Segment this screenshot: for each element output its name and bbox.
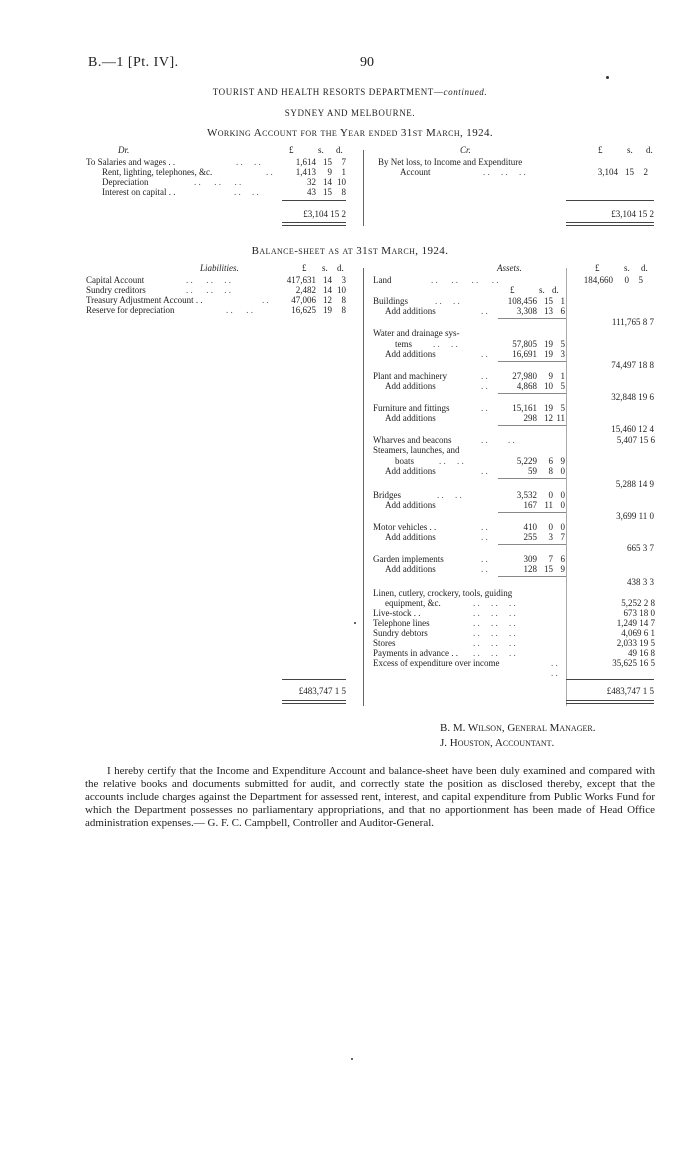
asset-steamers-total: 5,288 14 9 [615, 479, 654, 489]
asset-motor-add-row: Add additions . . 255 3 7 [385, 532, 565, 542]
wa-col-pound: £ [289, 145, 294, 155]
bs-liab-rule [282, 679, 346, 680]
signature-accountant: J. Houston, Accountant. [440, 737, 555, 749]
liability-row: Sundry creditors . . . . . . 2,482 14 10 [86, 285, 346, 295]
liability-row: Reserve for depreciation . . . . 16,625 19 8 [86, 305, 346, 315]
signature-manager: B. M. Wilson, General Manager. [440, 722, 596, 734]
assets-label: Assets. [497, 263, 522, 273]
wa-cr-double-rule [566, 222, 654, 226]
wa-dr-row: Interest on capital . . . . . . 43 15 8 [102, 187, 346, 197]
stray-mark [606, 76, 609, 79]
balance-sheet-title: Balance-sheet as at 31st March, 1924. [251, 245, 449, 257]
bs-col-pence: d. [337, 263, 344, 273]
stray-mark [354, 622, 356, 624]
wa-dr-row: To Salaries and wages . . . . . . 1,614 15 7 [86, 157, 346, 167]
wa-dr-row: Depreciation . . . . . . 32 14 10 [102, 177, 346, 187]
asset-steamers-row: boats . . . . 5,229 6 9 [395, 456, 565, 466]
asset-furniture-add-row: Add additions 298 12 11 [385, 413, 565, 423]
wa-dr-label: To Salaries and wages . . [86, 157, 176, 167]
asset-motor-row: Motor vehicles . . . . 410 0 0 [373, 522, 565, 532]
assets-subcol-pound: £ [510, 285, 515, 295]
bs-divider [363, 268, 364, 706]
wa-col-pound-cr: £ [598, 145, 603, 155]
wa-cr-rule [566, 200, 654, 201]
asset-buildings-total: 111,765 8 7 [611, 317, 654, 327]
asset-other-row: Live-stock . . . . . . . . 673 18 0 [373, 608, 655, 618]
wa-dr-label: Interest on capital . . [102, 187, 176, 197]
sub-rule [498, 318, 566, 319]
wa-cr-row: Account . . . . . . 3,104 15 2 [400, 167, 648, 177]
bs-assets-double-rule [566, 700, 654, 704]
asset-water-line1: Water and drainage sys- [373, 328, 460, 338]
sub-rule [498, 393, 566, 394]
working-account-title: Working Account for the Year ended 31st March, 1924. [206, 127, 494, 139]
assets-subcol-pence: d. [552, 285, 559, 295]
sub-rule [498, 478, 566, 479]
asset-motor-total: 665 3 7 [627, 543, 654, 553]
sub-rule [498, 512, 566, 513]
asset-water-total: 74,497 18 8 [611, 360, 654, 370]
asset-other-row: Stores . . . . . . 2,033 19 5 [373, 638, 655, 648]
sub-rule [498, 544, 566, 545]
wa-dr-row: Rent, lighting, telephones, &c. . . 1,413 9 1 [102, 167, 346, 177]
bs-liab-total: £483,747 1 5 [298, 686, 346, 696]
asset-bridges-add-row: Add additions 167 11 0 [385, 500, 565, 510]
asset-bridges-total: 3,699 11 0 [616, 511, 654, 521]
wa-col-pence-cr: d. [646, 145, 653, 155]
stray-mark [351, 1058, 353, 1060]
page-number: 90 [360, 55, 374, 70]
department-title-main: TOURIST AND HEALTH RESORTS DEPARTMENT— [212, 87, 444, 97]
assets-subcol-shilling: s. [539, 285, 545, 295]
asset-bridges-row: Bridges . . . . 3,532 0 0 [373, 490, 565, 500]
dr-label: Dr. [118, 145, 130, 155]
sub-rule [498, 425, 566, 426]
asset-buildings-add-row: Add additions . . 3,308 13 6 [385, 306, 565, 316]
cr-label: Cr. [460, 145, 471, 155]
asset-plant-add-row: Add additions . . 4,868 10 5 [385, 381, 565, 391]
bs-assets-rule [566, 679, 654, 680]
bs-col-pound-a: £ [595, 263, 600, 273]
asset-steamers-line1: Steamers, launches, and [373, 445, 460, 455]
bs-assets-total: £483,747 1 5 [606, 686, 654, 696]
wa-col-pence: d. [336, 145, 343, 155]
asset-other-row: Sundry debtors . . . . . . 4,069 6 1 [373, 628, 655, 638]
document-reference: B.—1 [Pt. IV]. [88, 55, 179, 70]
asset-plant-total: 32,848 19 6 [611, 392, 654, 402]
wa-dr-label: Depreciation [102, 177, 149, 187]
asset-other-row: . . [551, 668, 558, 678]
wa-dr-rule [282, 200, 346, 201]
bs-col-pence-a: d. [641, 263, 648, 273]
department-title [0, 87, 700, 97]
asset-linen-row: equipment, &c. . . . . . . 5,252 2 8 [385, 598, 655, 608]
asset-other-row: Payments in advance . . . . . . . . 49 16 8 [373, 648, 655, 658]
asset-garden-row: Garden implements . . 309 7 6 [373, 554, 565, 564]
wa-dr-label: Rent, lighting, telephones, &c. [102, 167, 213, 177]
liability-row: Treasury Adjustment Account . . . . 47,006 12 8 [86, 295, 346, 305]
sub-rule [498, 361, 566, 362]
wa-divider [363, 150, 364, 226]
asset-buildings-row: Buildings . . . . 108,456 15 1 [373, 296, 565, 306]
bs-liab-double-rule [282, 700, 346, 704]
asset-furniture-row: Furniture and fittings . . 15,161 19 5 [373, 403, 565, 413]
asset-other-row: Telephone lines . . . . . . 1,249 14 7 [373, 618, 655, 628]
bs-col-shilling: s. [322, 263, 328, 273]
liability-row: Capital Account . . . . . . 417,631 14 3 [86, 275, 346, 285]
asset-linen-line1: Linen, cutlery, crockery, tools, guiding [373, 588, 513, 598]
asset-water-row: tems . . . . 57,805 19 5 [395, 339, 565, 349]
asset-garden-total: 438 3 3 [627, 577, 654, 587]
audit-certificate: I hereby certify that the Income and Expenditure Account and balance-sheet have been duly examined and compared with the relative books and documents submitted for audit, and correctly state the position as disclosed thereby, except that the accounts include charges against the Department for assessed rent, interest, and capital expenditure from Public Works Fund for which the Department possesses no parliamentary appropriations, and that no apportionment has been made of Head Office administration expenses.— G. F. C. Campbell, Controller and Auditor-General. [85, 765, 655, 829]
asset-garden-add-row: Add additions . . 128 15 9 [385, 564, 565, 574]
wa-cr-total: £3,104 15 2 [611, 209, 654, 219]
asset-furniture-total: 15,460 12 4 [611, 424, 654, 434]
wa-dr-double-rule [282, 222, 346, 226]
asset-land-row: Land . . . . . . . . 184,660 0 5 [373, 275, 643, 285]
asset-other-row: Excess of expenditure over income . . 35,625 16 5 [373, 658, 655, 668]
wa-dr-total: £3,104 15 2 [303, 209, 346, 219]
asset-steamers-add-row: Add additions . . 59 8 0 [385, 466, 565, 476]
liabilities-label: Liabilities. [200, 263, 239, 273]
wa-col-shilling: s. [318, 145, 324, 155]
asset-water-add-row: Add additions . . 16,691 19 3 [385, 349, 565, 359]
department-subtitle: SYDNEY AND MELBOURNE. [284, 108, 416, 118]
wa-col-shilling-cr: s. [627, 145, 633, 155]
asset-plant-row: Plant and machinery . . 27,980 9 1 [373, 371, 565, 381]
bs-col-shilling-a: s. [624, 263, 630, 273]
asset-wharves-row: Wharves and beacons . . . . 5,407 15 6 [373, 435, 655, 445]
sub-rule [498, 576, 566, 577]
bs-col-pound: £ [302, 263, 307, 273]
department-title-cont: continued. [443, 87, 488, 97]
